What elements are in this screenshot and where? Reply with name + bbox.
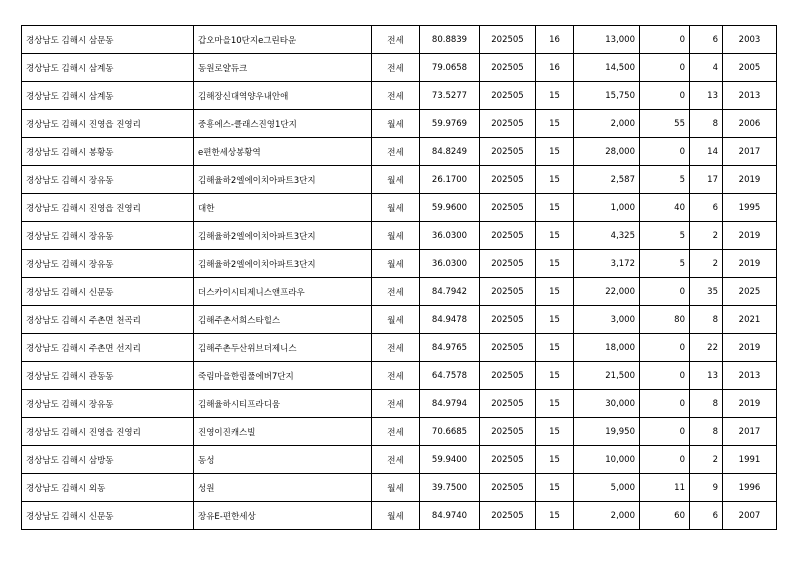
contract-day-cell: 15	[536, 278, 574, 306]
address-cell: 경상남도 김해시 주촌면 선지리	[22, 334, 194, 362]
deposit-cell: 2,587	[574, 166, 640, 194]
contract-month-cell: 202505	[480, 54, 536, 82]
table-row	[22, 166, 777, 194]
build-year-cell: 2006	[723, 110, 777, 138]
contract-day-cell: 15	[536, 250, 574, 278]
area-cell: 80.8839	[420, 26, 480, 54]
floor-cell: 8	[690, 418, 723, 446]
area-cell: 84.7942	[420, 278, 480, 306]
contract-day-cell: 15	[536, 82, 574, 110]
floor-cell: 14	[690, 138, 723, 166]
deposit-cell: 2,000	[574, 502, 640, 530]
deposit-cell: 28,000	[574, 138, 640, 166]
lease-type-cell: 월세	[372, 110, 420, 138]
deposit-cell: 5,000	[574, 474, 640, 502]
table-row	[22, 362, 777, 390]
floor-cell: 6	[690, 194, 723, 222]
contract-month-cell: 202505	[480, 418, 536, 446]
address-cell: 경상남도 김해시 신문동	[22, 278, 194, 306]
address-cell: 경상남도 김해시 관동동	[22, 362, 194, 390]
contract-day-cell: 15	[536, 446, 574, 474]
address-cell: 경상남도 김해시 삼문동	[22, 26, 194, 54]
table-row	[22, 222, 777, 250]
contract-month-cell: 202505	[480, 502, 536, 530]
monthly-rent-cell: 40	[640, 194, 690, 222]
floor-cell: 35	[690, 278, 723, 306]
apartment-name-cell: 대한	[194, 194, 372, 222]
address-cell: 경상남도 김해시 외동	[22, 474, 194, 502]
build-year-cell: 2005	[723, 54, 777, 82]
floor-cell: 8	[690, 390, 723, 418]
monthly-rent-cell: 0	[640, 334, 690, 362]
floor-cell: 6	[690, 26, 723, 54]
apartment-name-cell: 김해장신대역양우내안애	[194, 82, 372, 110]
apartment-name-cell: e편한세상봉황역	[194, 138, 372, 166]
contract-month-cell: 202505	[480, 474, 536, 502]
area-cell: 79.0658	[420, 54, 480, 82]
table-row	[22, 26, 777, 54]
lease-type-cell: 월세	[372, 250, 420, 278]
contract-day-cell: 16	[536, 54, 574, 82]
area-cell: 64.7578	[420, 362, 480, 390]
contract-day-cell: 15	[536, 138, 574, 166]
monthly-rent-cell: 0	[640, 54, 690, 82]
build-year-cell: 2017	[723, 138, 777, 166]
build-year-cell: 2019	[723, 166, 777, 194]
build-year-cell: 1995	[723, 194, 777, 222]
area-cell: 73.5277	[420, 82, 480, 110]
address-cell: 경상남도 김해시 진영읍 진영리	[22, 418, 194, 446]
build-year-cell: 2019	[723, 222, 777, 250]
deposit-cell: 10,000	[574, 446, 640, 474]
apartment-name-cell: 죽림마을한림풀에버7단지	[194, 362, 372, 390]
deposit-cell: 3,000	[574, 306, 640, 334]
contract-month-cell: 202505	[480, 446, 536, 474]
contract-day-cell: 15	[536, 362, 574, 390]
apartment-name-cell: 김해율하2엘에이치아파트3단지	[194, 250, 372, 278]
floor-cell: 13	[690, 82, 723, 110]
area-cell: 84.9794	[420, 390, 480, 418]
monthly-rent-cell: 60	[640, 502, 690, 530]
deposit-cell: 19,950	[574, 418, 640, 446]
area-cell: 84.9478	[420, 306, 480, 334]
area-cell: 59.9769	[420, 110, 480, 138]
table-row	[22, 54, 777, 82]
build-year-cell: 2021	[723, 306, 777, 334]
contract-day-cell: 15	[536, 194, 574, 222]
contract-day-cell: 16	[536, 26, 574, 54]
contract-day-cell: 15	[536, 110, 574, 138]
monthly-rent-cell: 5	[640, 222, 690, 250]
address-cell: 경상남도 김해시 장유동	[22, 166, 194, 194]
lease-type-cell: 전세	[372, 446, 420, 474]
build-year-cell: 2017	[723, 418, 777, 446]
table-row	[22, 250, 777, 278]
deposit-cell: 15,750	[574, 82, 640, 110]
monthly-rent-cell: 0	[640, 418, 690, 446]
table-row	[22, 110, 777, 138]
lease-type-cell: 전세	[372, 278, 420, 306]
contract-day-cell: 15	[536, 418, 574, 446]
deposit-cell: 21,500	[574, 362, 640, 390]
transaction-table	[21, 25, 777, 530]
monthly-rent-cell: 0	[640, 390, 690, 418]
lease-type-cell: 월세	[372, 306, 420, 334]
floor-cell: 2	[690, 446, 723, 474]
build-year-cell: 2007	[723, 502, 777, 530]
floor-cell: 17	[690, 166, 723, 194]
table-row	[22, 82, 777, 110]
table-row	[22, 446, 777, 474]
deposit-cell: 22,000	[574, 278, 640, 306]
deposit-cell: 13,000	[574, 26, 640, 54]
apartment-name-cell: 동성	[194, 446, 372, 474]
contract-month-cell: 202505	[480, 222, 536, 250]
apartment-name-cell: 더스카이시티제니스앤프라우	[194, 278, 372, 306]
build-year-cell: 2013	[723, 362, 777, 390]
contract-month-cell: 202505	[480, 390, 536, 418]
apartment-name-cell: 동원로얄듀크	[194, 54, 372, 82]
table-row	[22, 306, 777, 334]
monthly-rent-cell: 80	[640, 306, 690, 334]
lease-type-cell: 전세	[372, 54, 420, 82]
area-cell: 36.0300	[420, 250, 480, 278]
lease-type-cell: 전세	[372, 138, 420, 166]
table-row	[22, 138, 777, 166]
deposit-cell: 14,500	[574, 54, 640, 82]
address-cell: 경상남도 김해시 봉황동	[22, 138, 194, 166]
deposit-cell: 4,325	[574, 222, 640, 250]
contract-month-cell: 202505	[480, 306, 536, 334]
table-row	[22, 474, 777, 502]
area-cell: 36.0300	[420, 222, 480, 250]
table-row	[22, 502, 777, 530]
build-year-cell: 2025	[723, 278, 777, 306]
floor-cell: 6	[690, 502, 723, 530]
contract-day-cell: 15	[536, 222, 574, 250]
contract-day-cell: 15	[536, 390, 574, 418]
lease-type-cell: 월세	[372, 502, 420, 530]
table-row	[22, 334, 777, 362]
address-cell: 경상남도 김해시 신문동	[22, 502, 194, 530]
apartment-name-cell: 진영이진캐스빌	[194, 418, 372, 446]
contract-month-cell: 202505	[480, 166, 536, 194]
table-row	[22, 390, 777, 418]
monthly-rent-cell: 0	[640, 446, 690, 474]
contract-month-cell: 202505	[480, 278, 536, 306]
contract-day-cell: 15	[536, 166, 574, 194]
monthly-rent-cell: 0	[640, 362, 690, 390]
deposit-cell: 30,000	[574, 390, 640, 418]
apartment-name-cell: 김해율하2엘에이치아파트3단지	[194, 222, 372, 250]
area-cell: 26.1700	[420, 166, 480, 194]
lease-type-cell: 전세	[372, 334, 420, 362]
lease-type-cell: 전세	[372, 390, 420, 418]
contract-month-cell: 202505	[480, 194, 536, 222]
table-row	[22, 194, 777, 222]
floor-cell: 4	[690, 54, 723, 82]
contract-month-cell: 202505	[480, 82, 536, 110]
floor-cell: 2	[690, 250, 723, 278]
contract-month-cell: 202505	[480, 110, 536, 138]
contract-day-cell: 15	[536, 334, 574, 362]
build-year-cell: 1991	[723, 446, 777, 474]
apartment-name-cell: 중흥에스-클래스진영1단지	[194, 110, 372, 138]
address-cell: 경상남도 김해시 진영읍 진영리	[22, 110, 194, 138]
apartment-name-cell: 김해주촌서희스타힐스	[194, 306, 372, 334]
area-cell: 70.6685	[420, 418, 480, 446]
contract-month-cell: 202505	[480, 334, 536, 362]
deposit-cell: 3,172	[574, 250, 640, 278]
contract-day-cell: 15	[536, 474, 574, 502]
contract-month-cell: 202505	[480, 26, 536, 54]
lease-type-cell: 전세	[372, 362, 420, 390]
area-cell: 59.9400	[420, 446, 480, 474]
monthly-rent-cell: 5	[640, 250, 690, 278]
address-cell: 경상남도 김해시 진영읍 진영리	[22, 194, 194, 222]
area-cell: 84.9765	[420, 334, 480, 362]
contract-month-cell: 202505	[480, 362, 536, 390]
deposit-cell: 18,000	[574, 334, 640, 362]
floor-cell: 9	[690, 474, 723, 502]
apartment-name-cell: 김해율하2엘에이치아파트3단지	[194, 166, 372, 194]
table-row	[22, 418, 777, 446]
lease-type-cell: 전세	[372, 82, 420, 110]
lease-type-cell: 월세	[372, 194, 420, 222]
contract-day-cell: 15	[536, 306, 574, 334]
area-cell: 59.9600	[420, 194, 480, 222]
lease-type-cell: 월세	[372, 166, 420, 194]
lease-type-cell: 전세	[372, 26, 420, 54]
area-cell: 84.8249	[420, 138, 480, 166]
area-cell: 84.9740	[420, 502, 480, 530]
table-body	[22, 26, 777, 530]
build-year-cell: 2019	[723, 250, 777, 278]
lease-type-cell: 월세	[372, 222, 420, 250]
monthly-rent-cell: 0	[640, 82, 690, 110]
address-cell: 경상남도 김해시 삼계동	[22, 54, 194, 82]
apartment-name-cell: 김해율하시티프라디움	[194, 390, 372, 418]
lease-type-cell: 월세	[372, 474, 420, 502]
address-cell: 경상남도 김해시 주촌면 천곡리	[22, 306, 194, 334]
monthly-rent-cell: 0	[640, 138, 690, 166]
floor-cell: 13	[690, 362, 723, 390]
floor-cell: 8	[690, 110, 723, 138]
lease-type-cell: 전세	[372, 418, 420, 446]
monthly-rent-cell: 0	[640, 26, 690, 54]
address-cell: 경상남도 김해시 삼계동	[22, 82, 194, 110]
monthly-rent-cell: 0	[640, 278, 690, 306]
build-year-cell: 2003	[723, 26, 777, 54]
address-cell: 경상남도 김해시 장유동	[22, 222, 194, 250]
floor-cell: 2	[690, 222, 723, 250]
address-cell: 경상남도 김해시 삼방동	[22, 446, 194, 474]
contract-month-cell: 202505	[480, 250, 536, 278]
monthly-rent-cell: 55	[640, 110, 690, 138]
apartment-name-cell: 성원	[194, 474, 372, 502]
floor-cell: 8	[690, 306, 723, 334]
address-cell: 경상남도 김해시 장유동	[22, 250, 194, 278]
deposit-cell: 1,000	[574, 194, 640, 222]
monthly-rent-cell: 5	[640, 166, 690, 194]
deposit-cell: 2,000	[574, 110, 640, 138]
floor-cell: 22	[690, 334, 723, 362]
contract-day-cell: 15	[536, 502, 574, 530]
monthly-rent-cell: 11	[640, 474, 690, 502]
build-year-cell: 2019	[723, 390, 777, 418]
build-year-cell: 1996	[723, 474, 777, 502]
apartment-name-cell: 갑오마을10단지e그린타운	[194, 26, 372, 54]
table-row	[22, 278, 777, 306]
build-year-cell: 2013	[723, 82, 777, 110]
build-year-cell: 2019	[723, 334, 777, 362]
area-cell: 39.7500	[420, 474, 480, 502]
apartment-name-cell: 장유E-편한세상	[194, 502, 372, 530]
contract-month-cell: 202505	[480, 138, 536, 166]
address-cell: 경상남도 김해시 장유동	[22, 390, 194, 418]
apartment-name-cell: 김해주촌두산위브더제니스	[194, 334, 372, 362]
